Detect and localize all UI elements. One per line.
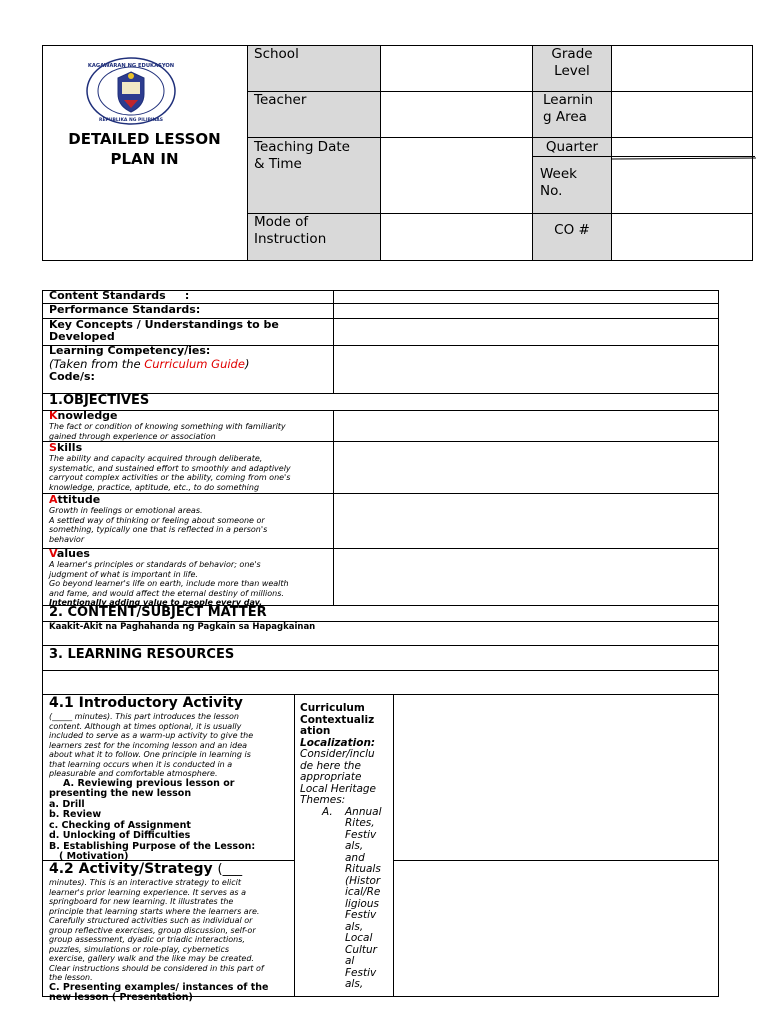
- content-standards-label: Content Standards :: [49, 289, 190, 302]
- description-line: Consider/inclu: [300, 748, 375, 760]
- description-line: appropriate: [300, 771, 362, 783]
- curriculum-contextualization-block: Curriculum Contextualiz ation Localization: Consider/inclu de here the appropriate Local Heritage Themes: A. Annual Rites, Festiv als, and Rituals (Histor ical/Re ligious Festiv als, Local Cultur al Festiv als,: [300, 703, 393, 991]
- description-line: Themes:: [300, 794, 346, 806]
- list-item: Rituals: [345, 863, 381, 875]
- list-item: c. Checking of Assignment: [49, 819, 191, 831]
- content-topic: Kaakit-Akit na Paghahanda ng Pagkain sa Hapagkainan: [49, 622, 316, 632]
- localization-label: Localization:: [300, 736, 376, 749]
- teaching-date-input-cell[interactable]: [381, 138, 532, 213]
- week-input-cell[interactable]: [612, 160, 753, 213]
- list-item: Annual: [345, 805, 382, 818]
- local-heritage-list: [300, 807, 393, 991]
- activity-title: 4.2 Activity/Strategy: [49, 861, 213, 877]
- title-line: Contextualiz: [300, 713, 375, 726]
- school-input-cell[interactable]: [381, 46, 532, 91]
- mode-of-instruction-label: Mode of Instruction: [254, 214, 327, 247]
- description-line: the lesson.: [49, 973, 93, 982]
- intro-activity-input[interactable]: [394, 695, 718, 860]
- grade-level-label: Grade Level: [551, 46, 593, 79]
- introductory-activity-block: 4.1 Introductory Activity (_____ minutes). This part introduces the lesson content. Although at times optional, it is usually included to serve as a warm-up activity to give the learners zest for the incoming lesson and an idea about what it to follow. One principle in learning is that learning occurs when it is conducted in a pleasurable and comfortable atmosphere. A. Reviewing previous lesson or presenting the new lesson a. Drill b. Review c. Checking of Assignment d. Unlocking of Difficulties B. Establishing Purpose of the Lesson: ( Motivation): [49, 695, 293, 863]
- list-item: Festiv: [345, 966, 377, 979]
- objectives-heading: 1.OBJECTIVES: [49, 393, 150, 408]
- list-item: Rites,: [345, 817, 375, 829]
- description-line: Clear instructions should be considered in this part of: [49, 963, 264, 973]
- list-item: and: [345, 851, 365, 864]
- list-item: Cultur: [345, 943, 377, 956]
- description-line: springboard for new learning. It illustrates the: [49, 897, 234, 906]
- activity-strategy-block: 4.2 Activity/Strategy (___ minutes). This is an interactive strategy to elicit learner's prior learning experience. It serves as a springboard for new learning. It illustrates the principle that learning starts where the learners are. Carefully structured activities such as individual or group reflective exercises, group discussion, self-or group assessment, dyadic or triadic interactions, puzzles, simulations or role-play, cybernetics exercise, gallery walk and the like may be created. Clear instructions should be considered in this part of the lesson. C. Presenting examples/ instances of the new lesson ( Presentation): [49, 861, 293, 1004]
- list-item: ligious: [345, 897, 379, 910]
- list-item: als,: [345, 978, 364, 990]
- content-standards-input[interactable]: [334, 291, 718, 303]
- teacher-label: Teacher: [254, 92, 307, 108]
- description-line: group reflective exercises, group discussion, self-or: [49, 925, 256, 935]
- key-concepts-label: Key Concepts / Understandings to be Developed: [49, 318, 279, 343]
- title-line: Curriculum: [300, 702, 365, 714]
- title-line: ation: [300, 725, 331, 737]
- seal-text-top: KAGAWARAN NG EDUKASYON: [87, 63, 175, 69]
- description-line: Carefully structured activities such as individual or: [49, 916, 253, 925]
- mode-input-cell[interactable]: [381, 214, 532, 260]
- list-item: (Histor: [345, 874, 381, 887]
- attitude-block: Attitude Growth in feelings or emotional areas. A settled way of thinking or feeling about someone or something, typically one that is reflected in a person's behavior: [49, 493, 268, 544]
- description-line: learner's prior learning experience. It serves as a: [49, 887, 247, 897]
- learning-competency-label: Learning Competency/ies: (Taken from the Curriculum Guide) Code/s:: [49, 344, 250, 383]
- co-number-label: CO #: [554, 222, 590, 238]
- lesson-plan-title: DETAILED LESSON PLAN IN: [68, 130, 221, 168]
- seal-text-bottom: REPUBLIKA NG PILIPINAS: [98, 118, 164, 123]
- performance-standards-input[interactable]: [334, 304, 718, 318]
- list-item: ical/Re: [345, 886, 381, 898]
- description-line: principle that learning starts where the learners are.: [49, 906, 260, 916]
- curriculum-contextualization-title: [300, 703, 393, 738]
- intro-title: 4.1 Introductory Activity: [49, 695, 243, 711]
- key-concepts-input[interactable]: [334, 319, 718, 345]
- list-item: ( Motivation): [59, 851, 129, 862]
- attitude-input[interactable]: [334, 494, 718, 548]
- description-line: Local Heritage: [300, 782, 377, 795]
- description-line: group assessment, dyadic or triadic interactions,: [49, 935, 245, 944]
- list-item: Local: [345, 932, 373, 944]
- co-input-cell[interactable]: [612, 214, 753, 260]
- list-item: al: [345, 955, 355, 967]
- learning-resources-heading: 3. LEARNING RESOURCES: [49, 647, 235, 662]
- teaching-date-label: Teaching Date & Time: [254, 139, 350, 172]
- skills-block: Skills The ability and capacity acquired through deliberate, systematic, and sustained effort to smoothly and adaptively carryout complex activities or the ability, coming from one's knowledge, practice, aptitude, etc., to do something: [49, 441, 291, 492]
- description-line: puzzles, simulations or role-play, cybernetics: [49, 944, 230, 954]
- values-input[interactable]: [334, 549, 718, 605]
- description-line: minutes). This is an interactive strategy to elicit: [49, 878, 242, 887]
- list-item: Festiv: [345, 828, 377, 841]
- learning-area-label: Learnin g Area: [543, 92, 594, 125]
- knowledge-block: Knowledge The fact or condition of knowing something with familiarity gained through experience or association: [49, 409, 286, 441]
- list-item: B. Establishing Purpose of the Lesson:: [49, 840, 256, 852]
- description-line: de here the: [300, 759, 361, 772]
- skills-input[interactable]: [334, 442, 718, 493]
- intro-list: [49, 800, 293, 863]
- learning-competency-input[interactable]: [334, 346, 718, 393]
- performance-standards-label: Performance Standards:: [49, 303, 201, 316]
- activity-description: [49, 878, 293, 983]
- grade-input-cell[interactable]: [612, 46, 753, 91]
- values-block: Values A learner's principles or standards of behavior; one's judgment of what is important in life. Go beyond learner's life on earth, include more than wealth and fame, and would affect the eternal destiny of millions. Intentionally adding value to people every day.: [49, 547, 289, 607]
- teacher-input-cell[interactable]: [381, 92, 532, 137]
- description-line: exercise, gallery walk and the like may be created.: [49, 954, 254, 963]
- activity-strategy-input[interactable]: [394, 861, 718, 996]
- list-item: Festiv: [345, 909, 377, 921]
- quarter-label: Quarter: [545, 139, 599, 155]
- list-item: a. Drill: [49, 798, 85, 810]
- knowledge-input[interactable]: [334, 411, 718, 441]
- list-item: d. Unlocking of Difficulties: [49, 830, 191, 841]
- content-subject-heading: 2. CONTENT/SUBJECT MATTER: [49, 605, 267, 620]
- list-item: als,: [345, 920, 364, 933]
- curriculum-guide-text: Curriculum Guide: [144, 357, 245, 371]
- learning-resources-input[interactable]: [43, 671, 718, 694]
- learning-area-input-cell[interactable]: [612, 92, 753, 137]
- list-item: als,: [345, 840, 364, 852]
- localization-description: [300, 749, 393, 807]
- deped-seal-icon: [84, 56, 178, 126]
- list-item: b. Review: [49, 809, 102, 820]
- school-label: School: [254, 46, 299, 62]
- week-no-label: Week No.: [540, 166, 577, 199]
